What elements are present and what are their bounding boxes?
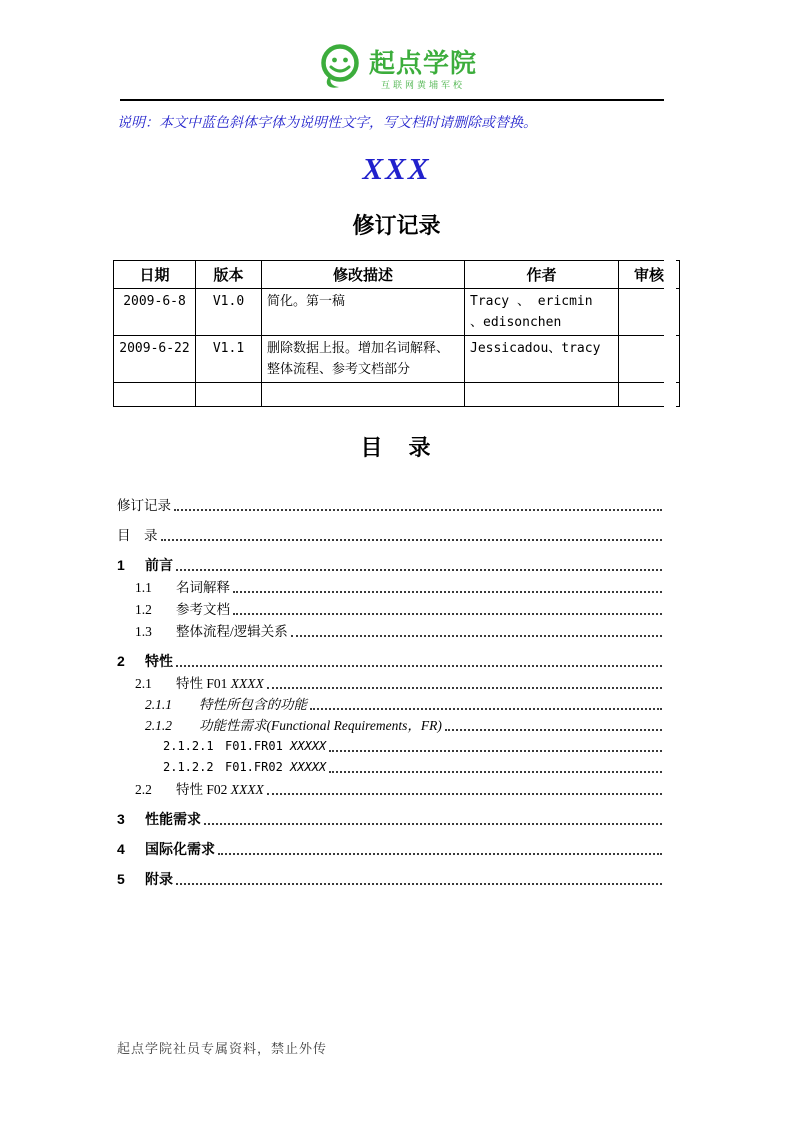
document-header [120,0,673,101]
toc-entry[interactable] [117,858,676,888]
toc-dot-leader [204,823,662,825]
toc-entry-label: 参考文档 [176,602,230,617]
toc-entry-number: 1 [117,557,125,573]
toc-entry-label: 前言 [145,557,173,573]
toc-dot-leader [233,613,662,615]
toc-entry-label: 性能需求 [145,811,201,827]
instruction-note: 说明：本文中蓝色斜体字体为说明性文字，写文档时请删除或替换。 [117,116,537,131]
toc-entry-number: 2.1 [135,676,152,691]
toc-entry[interactable] [117,484,676,514]
table-cell: 2009-6-8 [114,289,196,336]
revision-table-header-row [114,261,680,289]
toc-entry[interactable] [117,574,676,596]
toc-entry-number: 3 [117,811,125,827]
column-header: 修改描述 [262,261,465,289]
toc-entry[interactable] [117,544,676,574]
toc-dot-leader [174,509,662,511]
toc-dot-leader [176,883,662,885]
toc-entry-label: 特性所包含的功能 [199,697,307,712]
toc-entry-label: F01.FR01 XXXXX [225,739,327,753]
table-cell [465,383,619,407]
toc-dot-leader [329,771,662,773]
toc-entry[interactable] [117,692,676,713]
column-header: 审核 [619,261,680,289]
toc-dot-leader [161,539,663,541]
table-cell: V1.1 [196,336,262,383]
table-row [114,383,680,407]
toc-entry-number: 2.2 [135,782,152,797]
toc-entry-label: 特性 F01 XXXX [176,676,264,691]
logo-name: 起点学院 [368,47,477,78]
toc-entry-number: 2.1.1 [145,697,172,712]
toc-entry-number: 5 [117,871,125,887]
toc-entry-label: 修订记录 [117,498,171,513]
revision-heading: 修订记录 [352,213,441,238]
toc-entry-number: 2.1.2 [145,718,172,733]
table-cell: Tracy 、 ericmin 、edisonchen [465,289,619,336]
column-header: 日期 [114,261,196,289]
toc-dot-leader [267,687,662,689]
toc-entry[interactable] [117,713,676,734]
table-cell: 2009-6-22 [114,336,196,383]
toc-dot-leader [176,569,662,571]
toc-dot-leader [291,635,662,637]
toc-entry[interactable] [117,640,676,670]
toc-dot-leader [329,750,662,752]
column-header: 版本 [196,261,262,289]
table-cell: 简化。第一稿 [262,289,465,336]
toc-entry[interactable] [117,734,676,755]
logo-tagline: 互联网黄埔军校 [380,79,465,90]
toc-entry[interactable] [117,776,676,798]
footer-notice: 起点学院社员专属资料，禁止外传 [117,1041,328,1056]
toc-entry[interactable] [117,514,676,544]
toc-entry[interactable] [117,755,676,776]
revision-table [113,260,680,407]
toc-dot-leader [267,793,662,795]
table-cell [114,383,196,407]
logo-text [369,49,477,91]
table-row [114,336,680,383]
toc-list [117,484,676,888]
toc-page-number [664,0,676,888]
toc-entry-label: 整体流程/逻辑关系 [176,624,288,639]
toc-entry-number: 1.2 [135,602,152,617]
toc-entry-label: 国际化需求 [145,841,215,857]
table-cell: Jessicadou、tracy [465,336,619,383]
toc-entry[interactable] [117,670,676,692]
toc-heading: 目 录 [360,435,433,460]
toc-entry-label: 特性 [145,653,173,669]
toc-entry-number: 1.3 [135,624,152,639]
toc-dot-leader [445,729,662,731]
toc-entry-label: 名词解释 [176,580,230,595]
logo [120,42,673,97]
table-cell [262,383,465,407]
document-title: XXX [362,151,431,186]
toc-entry[interactable] [117,828,676,858]
table-cell [196,383,262,407]
toc-entry[interactable] [117,798,676,828]
toc-dot-leader [310,708,662,710]
toc-dot-leader [176,665,662,667]
column-header: 作者 [465,261,619,289]
table-row [114,289,680,336]
toc-entry-number: 1.1 [135,580,152,595]
table-cell: V1.0 [196,289,262,336]
table-cell: 删除数据上报。增加名词解释、整体流程、参考文档部分 [262,336,465,383]
toc-dot-leader [218,853,662,855]
revision-table-body [114,289,680,407]
toc-entry[interactable] [117,618,676,640]
toc-entry-label: 附录 [145,871,173,887]
toc-entry-label: 功能性需求(Functional Requirements，FR) [199,718,442,733]
toc-dot-leader [233,591,662,593]
smiley-q-logo-icon [316,42,364,97]
toc-entry-label: F01.FR02 XXXXX [225,760,327,774]
toc-entry-label: 目 录 [117,528,158,543]
toc-entry[interactable] [117,596,676,618]
toc-entry-number: 2 [117,653,125,669]
toc-entry-number: 2.1.2.2 [163,760,214,774]
toc-entry-number: 4 [117,841,125,857]
toc-entry-label: 特性 F02 XXXX [176,782,264,797]
toc-entry-number: 2.1.2.1 [163,739,214,753]
